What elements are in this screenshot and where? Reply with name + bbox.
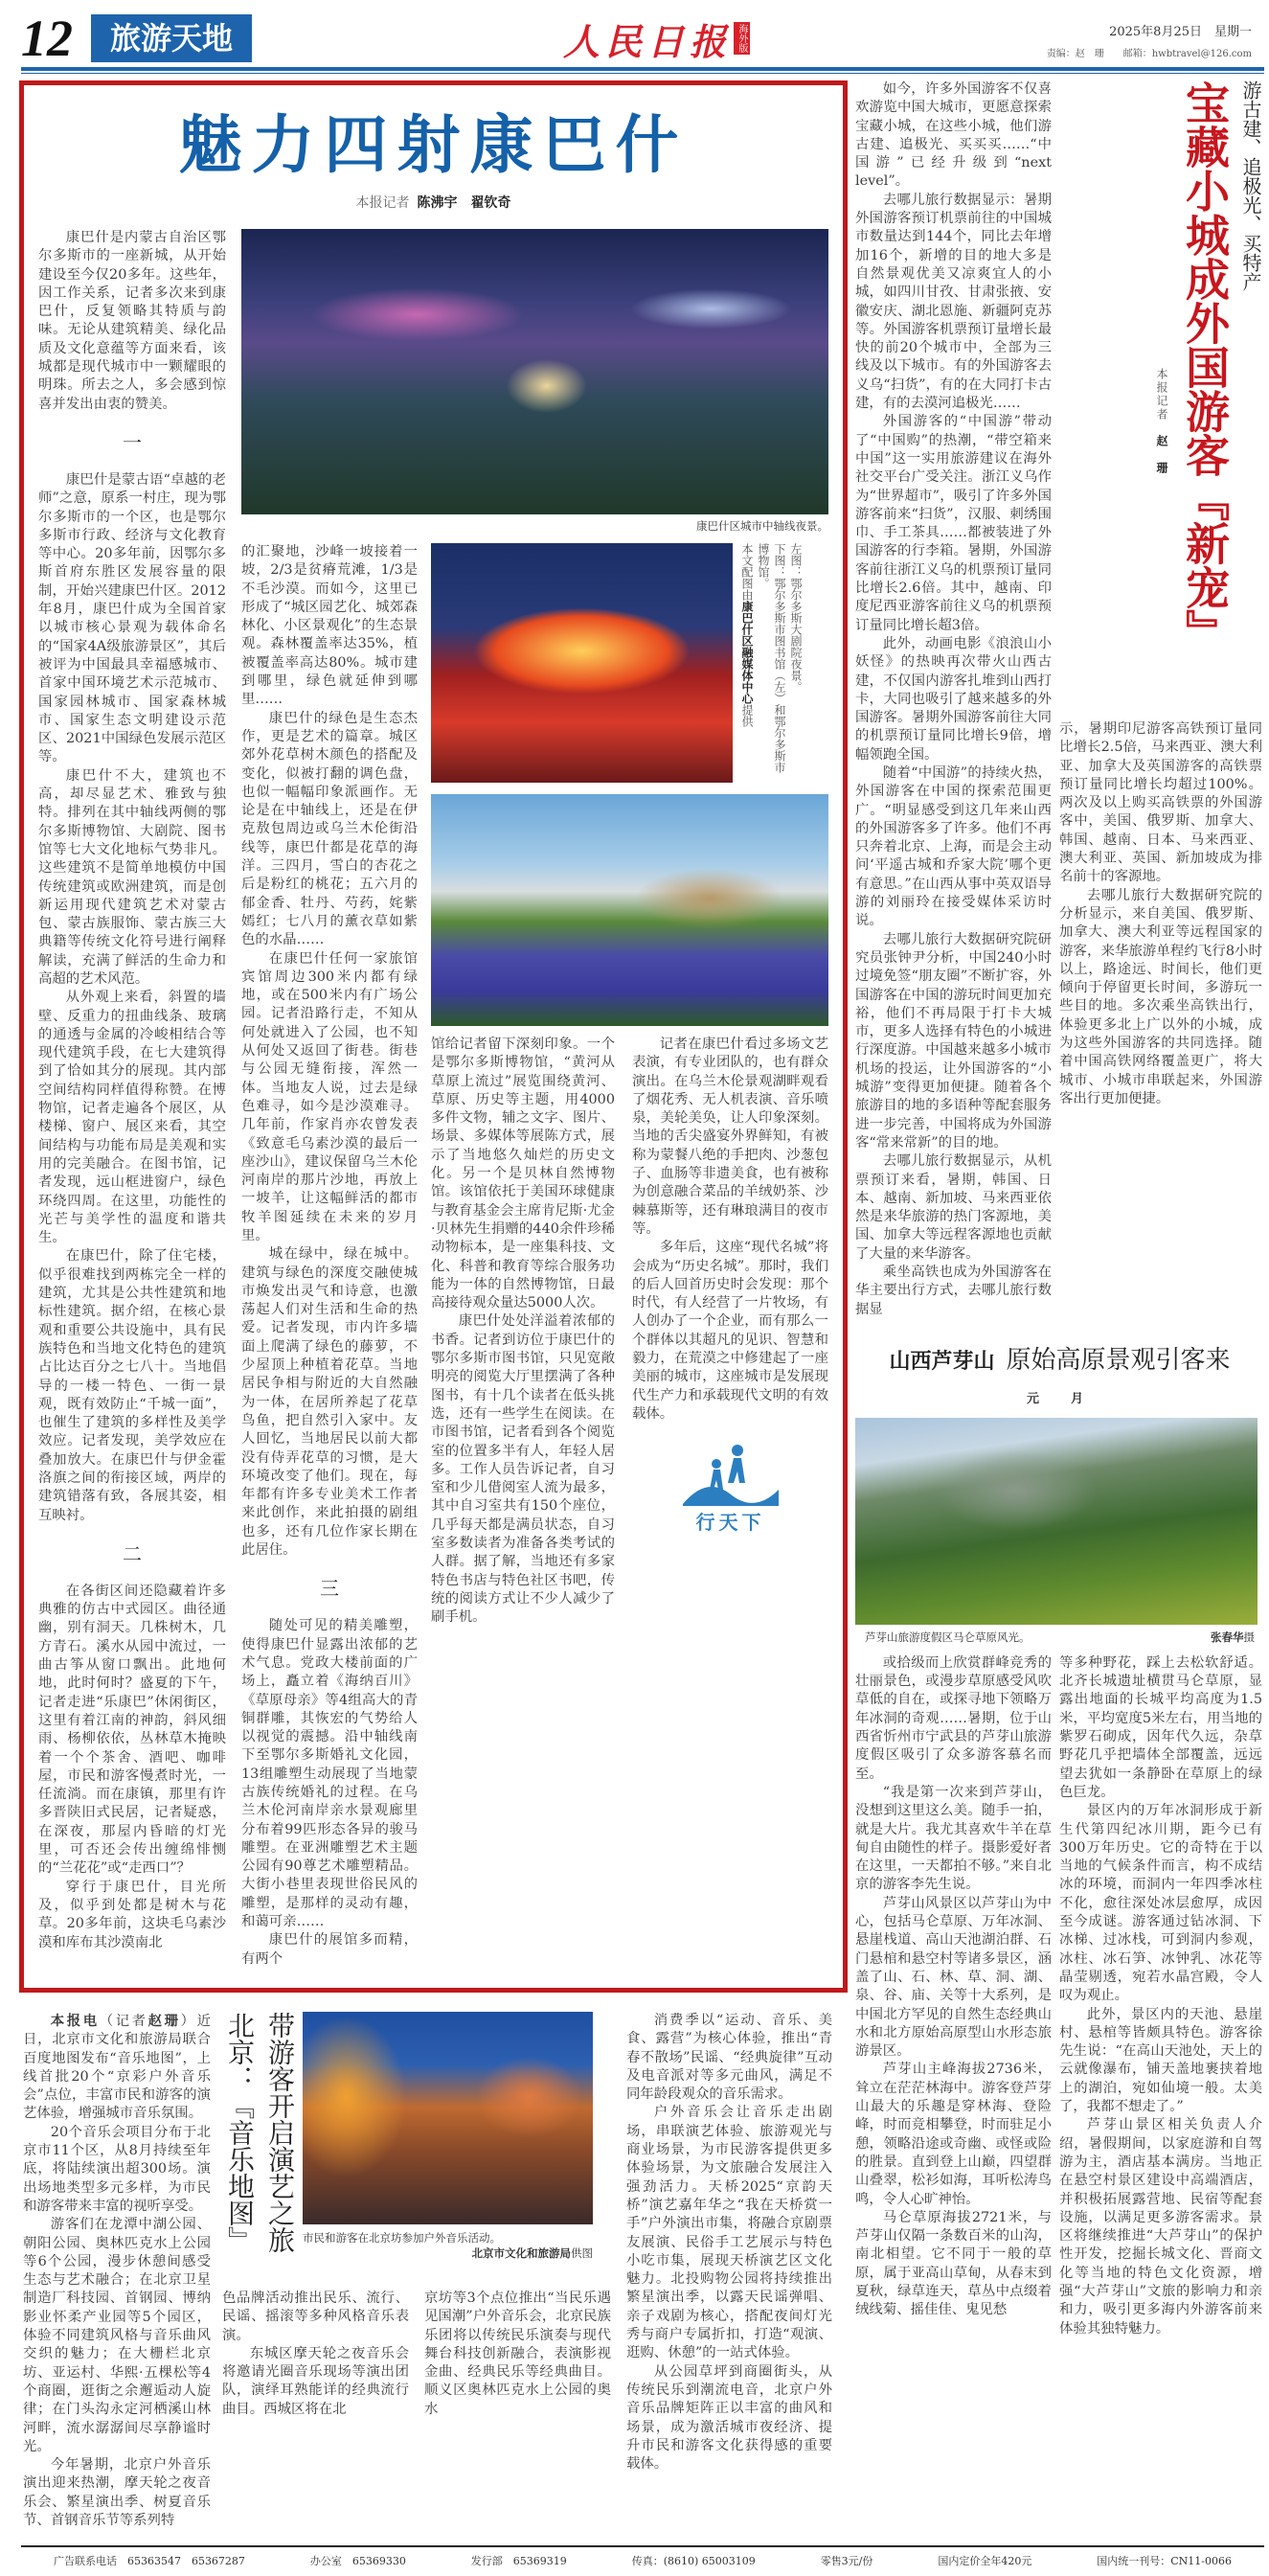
byline-names: 陈沸宇 翟钦奇 <box>417 195 511 211</box>
feature-text-row <box>431 1036 828 1628</box>
paragraph: 此外，景区内的天池、悬崖村、悬棺等皆颇具特色。游客徐先生说：“在高山天池处，天上的云就像瀑布，铺天盖地裹挟着地上的湖泊，宛如仙境一般。太美了，我都不想走了。” <box>1059 2006 1262 2115</box>
article-column-1 <box>38 229 226 1952</box>
paragraph: 随处可见的精美雕塑，使得康巴什显露出浓郁的艺术气息。党政大楼前面的广场上，矗立着《海纳百川》《草原母亲》等4组高大的青铜群雕，其恢宏的气势给人以视觉的震撼。沿中轴线南下至鄂尔多斯婚礼文化园，13组雕塑生动展现了当地蒙古族传统婚礼的过程。在乌兰木伦河南岸亲水景观廊里分布着99匹形态各异的骏马雕塑。在亚洲雕塑艺术主题公园有90尊艺术雕塑精品。大街小巷里表现世俗民风的雕塑，是那样的灵动有趣，和蔼可亲…… <box>241 1618 418 1930</box>
footer <box>21 2553 1264 2568</box>
foreign-byline: 本报记者 赵 珊 <box>1155 368 1168 475</box>
feature-right-block <box>241 229 828 1969</box>
paragraph: 随着“中国游”的持续火热，外国游客在中国的探索范围更广。“明显感受到这几年来山西的外国游客多了许多。他们不再只奔着北京、上海，而是会主动问‘平遥古城和乔家大院’哪个更有意思。”在山西从事中英双语导游的刘丽玲在接受媒体采访时说。 <box>855 764 1052 929</box>
paragraph: 消费季以“运动、音乐、美食、露营”为核心体验，推出“青春不散场”民谣、“经典旋律”互动及电音派对等多元曲风，满足不同年龄段观众的音乐需求。 <box>626 2012 832 2103</box>
beijing-photo-block <box>303 2012 593 2261</box>
shanxi-article <box>855 1342 1264 2338</box>
paragraph: 东城区摩天轮之夜音乐会将邀请光圈音乐现场等演出团队，演绎耳熟能详的经典流行曲目。西城区将在北 <box>222 2345 409 2417</box>
beijing-head-row <box>222 2012 615 2280</box>
header-rule-thin <box>21 73 1264 74</box>
paragraph: 景区内的万年冰洞形成于新生代第四纪冰川期，距今已有300万年历史。它的奇特在于以当地的气候条件而言，构不成结冰的环境，而洞内一年四季冰柱不化，愈往深处冰层愈厚，成因至今成谜。游客通过钻冰洞、下冰梯、过冰栈，可到洞内参观，冰柱、冰石笋、冰钟乳、冰花等晶莹剔透，宛若水晶宫殿，令人叹为观止。 <box>1059 1803 1262 2004</box>
foreign-column-b-block <box>1059 80 1262 1108</box>
foreign-headline: 宝藏小城成外国游客『新宠』 <box>1179 80 1231 653</box>
caption-left-photo: 左图：鄂尔多斯大剧院夜景。 <box>789 543 803 693</box>
paragraph: 穿行于康巴什，目光所及，似乎到处都是树木与花草。20多年前，这块毛乌素沙漠和库布其沙漠南北 <box>38 1879 226 1950</box>
paragraph: 从外观上来看，斜置的墙壁、反重力的扭曲线条、玻璃的通透与金属的冷峻相结合等现代建筑手段，在七大建筑得到了恰如其分的展现。其内部空间结构同样值得称赞。在博物馆，记者走遍各个展区，从楼梯、窗户、展区来看，其空间结构与功能布局是美观和实用的完美融合。在图书馆，记者发现，远山框进窗户，绿色环绕四周。在这里，功能性的光芒与美学性的温度和谐共生。 <box>38 990 226 1246</box>
paragraph: “我是第一次来到芦芽山，没想到这里这么美。随手一拍，就是大片。我尤其喜欢牛羊在草甸自由随性的样子。摄影爱好者在这里，一天都拍不够。”来自北京的游客李先生说。 <box>855 1784 1052 1893</box>
beijing-column-1 <box>23 2012 211 2530</box>
section-number: 三 <box>320 1577 339 1601</box>
footer-annual-price: 国内定价全年420元 <box>938 2555 1032 2568</box>
paragraph: 康巴什不大，建筑也不高，却尽显艺术、雅致与独特。排列在其中轴线两侧的鄂尔多斯博物馆、大剧院、图书馆等七大文化地标气势非凡。这些建筑不是简单地模仿中国传统建筑或欧洲建筑，而是创新运用现代建筑艺术对蒙古包、蒙古族服饰、蒙古族三大典籍等传统文化符号进行阐释解读，充满了鲜活的生命力和高超的艺术风范。 <box>38 767 226 987</box>
paragraph: 康巴什是蒙古语“卓越的老师”之意，原系一村庄，现为鄂尔多斯市的一个区，也是鄂尔多斯市行政、经济与文化教育等中心。20多年前，因鄂尔多斯首府东胜区发展容量的限制，开始兴建康巴什区。2012年8月，康巴什成为全国首家以城市核心景观为载体命名的“国家4A级旅游景区”，其后被评为中国最具幸福感城市、首家中国环境艺术示范城市、国家园林城市、国家森林城市、国家生态文明建设示范区、2021中国绿色发展示范区等。 <box>38 471 226 765</box>
theatre-row <box>431 543 828 783</box>
beijing-headline-line2: 北京：『音乐地图』 <box>224 2011 256 2253</box>
shanxi-caption-row <box>855 1630 1264 1645</box>
photo-city-axis-night <box>241 229 828 514</box>
paragraph: 外国游客的“中国游”带动了“中国购”的热潮，“带空箱来中国”这一实用旅游建议在海外社交平台广受关注。浙江义乌作为“世界超市”，吸引了许多外国游客前来“扫货”，汉服、刺绣围巾、手工茶具……都被装进了外国游客的行李箱。暑期，外国游客前往浙江义乌的机票预订量同比增长2.6倍。其中，越南、印度尼西亚游客前往义乌的机票预订量同比增长超3倍。 <box>855 414 1052 633</box>
paragraph: 去哪儿旅行大数据研究院研究员张钟尹分析，中国240小时过境免签“朋友圈”不断扩容，外国游客在中国的游玩时间更加充裕，他们不再局限于打卡大城市，更多人选择有特色的小城进行深度游。中国越来越多小城市机场的投运，让外国游客的“小城游”变得更加便捷。随着各个旅游目的地的多语种等配套服务进一步完善，中国将成为外国游客“常来常新”的目的地。 <box>855 931 1052 1151</box>
logo-badge: 海外版 <box>734 22 750 55</box>
shanxi-photo-credit: 张春华摄 <box>1211 1630 1255 1644</box>
paragraph: 康巴什的展馆多而精，有两个 <box>241 1932 418 1967</box>
paragraph: 芦芽山主峰海拔2736米，耸立在茫茫林海中。游客登芦芽山最大的乐趣是穿林海、登险峰，时而竞相攀登，时而驻足小憩，领略沿途或奇幽、或怪或险的胜景。直到登上山巅，四望群山叠翠，松衫如海，耳听松涛鸟鸣，令人心旷神怡。 <box>855 2062 1052 2207</box>
foreign-article <box>855 80 1264 1319</box>
feature-photo-block <box>431 543 828 1628</box>
beijing-middle-block <box>222 2012 615 2419</box>
paragraph: 在各街区间还隐藏着许多典雅的仿古中式园区。曲径通幽，别有洞天。几株树木，几方青石。溪水从园中流过，一曲古筝从窗口飘出。此地何地，此时何时？盛夏的下午，记者走进“乐康巴”休闲街区，这里有着江南的神韵，斜风细雨、杨柳依依，丛林草木掩映着一个个茶舍、酒吧、咖啡屋，市民和游客慢煮时光，一任流淌。而在康镇，那里有许多晋陕旧式民居，记者疑惑，在深夜，那屋内昏暗的灯光里，可否还会传出缠绵悱恻的“兰花花”或“走西口”？ <box>38 1583 226 1877</box>
paragraph: 的汇聚地，沙峰一坡接着一坡，2/3是贫瘠荒滩，1/3是不毛沙漠。而如今，这里已形成了“城区园艺化、城郊森林化、小区景观化”的生态景观。森林覆盖率达35%，植被覆盖率高达80%。城市建到哪里，绿色就延伸到哪里…… <box>241 544 418 708</box>
feature-lower <box>241 543 828 1969</box>
foreign-column-a <box>855 80 1052 1319</box>
paragraph: 芦芽山景区相关负责人介绍，暑假期间，以家庭游和自驾游为主，酒店基本满房。当地正在悬空村景区建设中高端酒店，并积极拓展露营地、民宿等配套设施，以满足更多游客需求。景区将继续推进“大芦芽山”的保护性开发，挖掘长城文化、晋商文化等当地的特色文化资源，增强“大芦芽山”文旅的影响力和亲和力，吸引更多海内外游客前来体验其独特魅力。 <box>1059 2117 1262 2337</box>
header-rule <box>21 67 1264 71</box>
paragraph: 色品牌活动推出民乐、流行、民谣、摇滚等多种风格音乐表演。 <box>222 2290 409 2343</box>
caption-bottom-photo: 下图：鄂尔多斯市图书馆（左）和鄂尔多斯市博物馆。 <box>757 543 786 773</box>
section-number: 二 <box>123 1541 142 1565</box>
beijing-lead: 本报电（记者赵珊）近日，北京市文化和旅游局联合百度地图发布“音乐地图”，上线首批20个“京彩户外音乐会”点位，丰富市民和游客的演艺体验，增强城市音乐氛围。 <box>23 2012 211 2122</box>
page-number: 12 <box>21 10 73 67</box>
shanxi-column-a <box>855 1654 1052 2320</box>
feature-body <box>38 229 828 1969</box>
paragraph: 记者在康巴什看过多场文艺表演，有专业团队的，也有群众演出。在乌兰木伦景观湖畔观看了烟花秀、无人机表演、音乐喷泉，美轮美奂，让人印象深刻。当地的舌尖盛宴外界鲜知，有被称为蒙餐八绝的手把肉、沙葱包子、血肠等非遗美食，也有被称为创意融合菜品的羊绒奶茶、沙棘慕斯等，还有琳琅满目的夜市等。 <box>632 1037 828 1237</box>
shanxi-photo-caption: 芦芽山旅游度假区马仑草原风光。 <box>865 1630 1031 1644</box>
paragraph: 此外，动画电影《浪浪山小妖怪》的热映再次带火山西古建，不仅国内游客扎堆到山西打卡，大同也吸引了越来越多的外国游客。暑期外国游客前往大同的机票预订量同比增长9倍，增幅领跑全国。 <box>855 635 1052 763</box>
shanxi-headline-place: 山西芦芽山 <box>889 1349 995 1374</box>
shanxi-column-b <box>1059 1654 1262 2338</box>
beijing-column-1-body <box>23 2124 211 2531</box>
shanxi-byline: 元 月 <box>1026 1391 1093 1406</box>
beijing-photo-caption: 市民和游客在北京坊参加户外音乐活动。 <box>303 2230 501 2245</box>
paragraph: 城在绿中，绿在城中。建筑与绿色的深度交融使城市焕发出灵气和诗意，也激荡起人们对生活和生命的热爱。记者发现，市内许多墙面上爬满了绿色的藤萝，不少屋顶上种植着花草。当地居民争相与附近的大自然融为一体，在居所养起了花草鸟鱼，把自然引入家中。友人回忆，当地居民以前大都没有侍弄花草的习惯，是大环境改变了他们。现在，每年都有许多专业美术工作者来此创作，来此拍摄的剧组也多，还有几位作家长期在此居住。 <box>241 1246 418 1559</box>
feature-frame <box>19 80 848 1993</box>
paragraph: 多年后，这座“现代名城”将会成为“历史名城”。那时，我们的后人回首历史时会发现：那个时代，有人经营了一片牧场，有人创办了一个企业，而有那么一个群体以其超凡的见识、智慧和毅力，在荒漠之中修建起了一座美丽的城市，这座城市是发展现代生产力和承载现代文明的有效载体。 <box>632 1240 828 1422</box>
beijing-photo-credit: 北京市文化和旅游局供图 <box>471 2245 593 2260</box>
footer-office: 办公室 65369330 <box>309 2555 406 2568</box>
paragraph: 在康巴什，除了住宅楼，似乎很难找到两栋完全一样的建筑，尤其是公共性建筑和地标性建筑。据介绍，在核心景观和重要公共设施中，具有民族特色和当地文化特色的建筑占比达百分之七八十。当地倡导的一楼一特色、一街一景观，既有效防止“千城一面”，也催生了建筑的多样性及美学效应。记者发现，美学效应在叠加放大。在康巴什与伊金霍洛旗之间的衔接区域，两岸的建筑错落有致，各展其姿，相互映衬。 <box>38 1248 226 1523</box>
paragraph: 乘坐高铁也成为外国游客在华主要出行方式，去哪儿旅行数据显 <box>855 1265 1052 1317</box>
paragraph: 户外音乐会让音乐走出剧场，串联演艺体验、旅游观光与商业场景，为市民游客提供更多体验场景，为文旅融合发展注入强劲活力。天桥2025“京韵天桥”演艺嘉年华之“我在天桥赏一手”户外演出市集，将融合京剧票友展演、民俗手工艺展示与特色小吃市集，展现天桥演艺区文化魅力。北投购物公园将持续推出繁星演出季，以露天民谣弹唱、亲子戏剧为核心，搭配夜间灯光秀与商户专属折扣，打造“观演、逛购、休憩”的一站式体验。 <box>626 2105 832 2361</box>
paragraph: 或拾级而上欣赏群峰竞秀的壮丽景色，或漫步草原感受风吹草低的自在，或探寻地下领略万年冰洞的奇观……暑期，位于山西省忻州市宁武县的芦芽山旅游度假区吸引了众多游客慕名而至。 <box>855 1654 1052 1782</box>
article-column-4-block <box>632 1036 828 1533</box>
paragraph: 如今，许多外国游客不仅喜欢游览中国大城市，更愿意探索宝藏小城，在这些小城，他们游古建、追极光、买买买……“中国游”已经升级到“next level”。 <box>855 81 1052 190</box>
masthead <box>0 0 1269 77</box>
logo-text: 人民日报 <box>563 19 733 63</box>
paragraph: 今年暑期，北京户外音乐演出迎来热潮，摩天轮之夜音乐会、繁星演出季、树夏音乐节、首钢音乐节等系列特 <box>23 2457 211 2528</box>
beijing-lower-text <box>222 2290 615 2419</box>
photo-library-museum-flowers <box>431 794 828 1026</box>
byline-label: 本报记者 <box>355 195 410 211</box>
paragraph: 京坊等3个点位推出“当民乐遇见国潮”户外音乐会，北京民族乐团将以传统民乐演奏与现代舞台科技创新融合，表演影视金曲、经典民乐等经典曲目。顺义区奥林匹克水上公园的奥水 <box>424 2290 611 2417</box>
footer-fax: 传真：(8610) 65003109 <box>631 2555 756 2568</box>
photo-caption: 康巴什区城市中轴线夜景。 <box>696 519 828 533</box>
paragraph: 游客们在龙潭中湖公园、朝阳公园、奥林匹克水上公园等6个公园，漫步休憩间感受生态与艺术融合；在北京卫星制造厂科技园、首钢园、博纳影业怀柔产业园等5个园区，体验不同建筑风格与音乐曲风交织的魅力；在大栅栏北京坊、亚运村、华熙·五棵松等4个商圈，逛街之余邂逅动人旋律；在门头沟永定河栖溪山林河畔，流水潺潺间尽享静谧时光。 <box>23 2217 211 2454</box>
paragraph: 去哪儿旅行数据显示：暑期外国游客预订机票前往的中国城市数量达到144个，同比去年增加16个，新增的目的地大多是自然景观优美又凉爽宜人的小城，如四川甘孜、甘肃张掖、安徽安庆、湖北恩施、新疆阿克苏等。外国游客机票预订量增长最快的前20个城市中，全部为三线及以下城市。有的外国游客去义乌“扫货”，有的在大同打卡古建，有的去漠河追极光…… <box>855 192 1052 412</box>
footer-distribution: 发行部 65369319 <box>470 2555 567 2568</box>
paragraph: 去哪儿旅行数据显示，从机票预订来看，暑期，韩国、日本、越南、新加坡、马来西亚依然是来华旅游的热门客源地，美国、加拿大等远程客源地也贡献了大量的来华游客。 <box>855 1153 1052 1262</box>
beijing-column-3 <box>424 2290 611 2419</box>
article-title: 魅力四射康巴什 <box>178 107 689 182</box>
beijing-column-4 <box>626 2012 832 2473</box>
beijing-headline-line1: 带游客开启演艺之旅 <box>264 2011 296 2253</box>
footer-ad-phone: 广告联系电话 65363547 65367287 <box>53 2555 245 2568</box>
article-byline <box>38 193 828 212</box>
footer-issn: 国内统一刊号：CN11-0066 <box>1097 2555 1232 2568</box>
page-body <box>0 77 1269 2530</box>
right-column <box>855 80 1264 2338</box>
paragraph: 去哪儿旅行大数据研究院的分析显示，来自美国、俄罗斯、加拿大、澳大利亚等远程国家的游客，来华旅游单程约飞行8小时以上，路途远、时间长，他们更倾向于停留更长时间，多游玩一些目的地。多次乘坐高铁出行，体验更多北上广以外的小城，成为这些外国游客的共同选择。随着中国高铁网络覆盖更广，将大城市、小城市串联起来，外国游客出行更加便捷。 <box>1059 887 1262 1106</box>
paragraph: 等多种野花，踩上去松软舒适。北齐长城遗址横贯马仑草原，显露出地面的长城平均高度为1.5米，平均宽度5米左右，用当地的紫罗石砌成，因年代久远，杂草野花几乎把墙体全部覆盖，远远望去犹如一条静卧在草原上的绿色巨龙。 <box>1059 1654 1262 1800</box>
logo-xingtianxia-text: 行天下 <box>695 1511 765 1535</box>
article-column-3 <box>431 1036 615 1628</box>
paragraph: 康巴什的绿色是生态杰作，更是艺术的篇章。城区郊外花草树木颜色的搭配及变化，似被打翻的调色盘，也似一幅幅印象派画作。无论是在中轴线上，还是在伊克敖包周边或乌兰木伦街沿线等，康巴什都是花草的海洋。三四月，雪白的杏花之后是粉红的桃花；五六月的郁金香、牡丹、芍药，姹紫嫣红；七八月的薰衣草如紫色的水晶…… <box>241 710 418 948</box>
newspaper-logo <box>563 13 750 63</box>
paragraph: 康巴什是内蒙古自治区鄂尔多斯市的一座新城，从开始建设至今仅20多年。这些年，因工作关系，记者多次来到康巴什，反复领略其特质与韵味。无论从建筑精美、绿化品质及文化意蕴等方面来看，该城都是现代城市中一颗耀眼的明珠。所去之人，多会感到惊喜并发出由衷的赞美。 <box>38 230 226 412</box>
photo-side-caption <box>738 543 804 783</box>
paragraph: 从公园草坪到商圈街头，从传统民乐到潮流电音，北京户外音乐品牌矩阵正以丰富的曲风和场景，成为激活城市夜经济、提升市民和游客文化获得感的重要载体。 <box>626 2363 832 2473</box>
shanxi-text <box>855 1654 1264 2338</box>
beijing-article <box>19 2012 848 2530</box>
paragraph: 康巴什处处洋溢着浓郁的书香。记者到访位于康巴什的鄂尔多斯市图书馆，只见宽敞明亮的阅览大厅里摆满了各种图书，有十几个读者在低头挑选，还有一些学生在阅读。在市图书馆，记者看到各个阅览室的位置多半有人，年轻人居多。工作人员告诉记者，自习室和少儿借阅室人流为最多，其中自习室共有150个座位，几乎每天都是满员状态，自习室多数读者为准备各类考试的人群。据了解，当地还有多家特色书店与特色社区书吧，传统的阅读方式让不少人减少了刷手机。 <box>431 1313 615 1626</box>
issue-date: 2025年8月25日 星期一 <box>1109 25 1252 39</box>
footer-retail-price: 零售3元/份 <box>820 2555 873 2568</box>
section-number: 一 <box>123 430 142 454</box>
paragraph: 馆给记者留下深刻印象。一个是鄂尔多斯博物馆，“黄河从草原上流过”展览围绕黄河、草原、历史等主题，用4000多件文物，辅之文字、图片、场景、多媒体等展陈方式，展示了当地悠久灿烂的历史文化。另一个是贝林自然博物馆。该馆依托于美国环球健康与教育基金会主席肯尼斯·尤金·贝林先生捐赠的440余件珍稀动物标本，是一座集科技、文化、科普和教育等综合服务功能为一体的自然博物馆，日最高接待观众量达5000人次。 <box>431 1037 615 1311</box>
paragraph: 马仑草原海拔2721米，与芦芽山仅隔一条数百米的山沟，南北相望。它不同于一般的草原，属于亚高山草甸，从春末到夏秋，绿草连天，草丛中点缀着绒线菊、摇佳佳、鬼见愁 <box>855 2209 1052 2318</box>
paragraph: 芦芽山风景区以芦芽山为中心，包括马仑草原、万年冰洞、悬崖栈道、高山天池湖泊群、石门悬棺和悬空村等诸多景区，涵盖了山、石、林、草、洞、湖、泉、谷、庙、关等十大系列，是中国北方罕见的自然生态经典山水和北方原始高原型山水形态旅游景区。 <box>855 1895 1052 2060</box>
editor-info: 责编：赵 珊 邮箱：hwbtravel@126.com <box>1046 49 1252 59</box>
column-logo-xingtianxia <box>678 1437 783 1533</box>
foreign-column-b <box>1059 720 1262 1108</box>
photo-grand-theatre <box>431 543 733 783</box>
photo-beijing-fun-music <box>303 2012 593 2224</box>
left-column <box>19 80 848 2530</box>
photo-maluan-grassland <box>855 1418 1258 1625</box>
paragraph: 在康巴什任何一家旅馆宾馆周边300米内都有绿地，或在500米内有广场公园。记者沿路行走，不知从何处就进入了公园，也不知从何处又返回了街巷。街巷与公园无缝衔接，浑然一体。当地友人说，过去是绿色难寻，如今是沙漠难寻。几年前，作家肖亦农曾发表《致意毛乌素沙漠的最后一座沙山》，建议保留乌兰木伦河南岸的那片沙地，再放上一坡羊，让这幅鲜活的都市牧羊图延续在未来的岁月里。 <box>241 950 418 1243</box>
hikers-icon <box>678 1437 783 1506</box>
beijing-column-2 <box>222 2290 409 2419</box>
shanxi-headline <box>855 1342 1264 1380</box>
photo-credit: 本文配图由康巴什区融媒体中心提供 <box>740 543 754 727</box>
article-column-2 <box>241 543 418 1969</box>
paragraph: 示，暑期印尼游客高铁预订量同比增长2.5倍，马来西亚、澳大利亚、加拿大及英国游客的高铁票预订量同比增长均超过100%。两次及以上购买高铁票的外国游客中，美国、俄罗斯、加拿大、韩国、越南、日本、马来西亚、澳大利亚、英国、新加坡成为排名前十的客源地。 <box>1059 721 1262 885</box>
shanxi-headline-main: 原始高原景观引客来 <box>1006 1345 1231 1375</box>
foreign-heads <box>1059 80 1262 713</box>
section-title: 旅游天地 <box>91 14 252 62</box>
article-column-4 <box>632 1036 828 1424</box>
footer-rule <box>21 2545 1264 2576</box>
foreign-subheadline: 游古建、追极光、买特产 <box>1239 80 1262 291</box>
paragraph: 20个音乐会项目分布于北京市11个区，从8月持续至年底，将陆续演出超300场。演出场地类型多元多样，为市民和游客带来丰富的视听享受。 <box>23 2124 211 2214</box>
